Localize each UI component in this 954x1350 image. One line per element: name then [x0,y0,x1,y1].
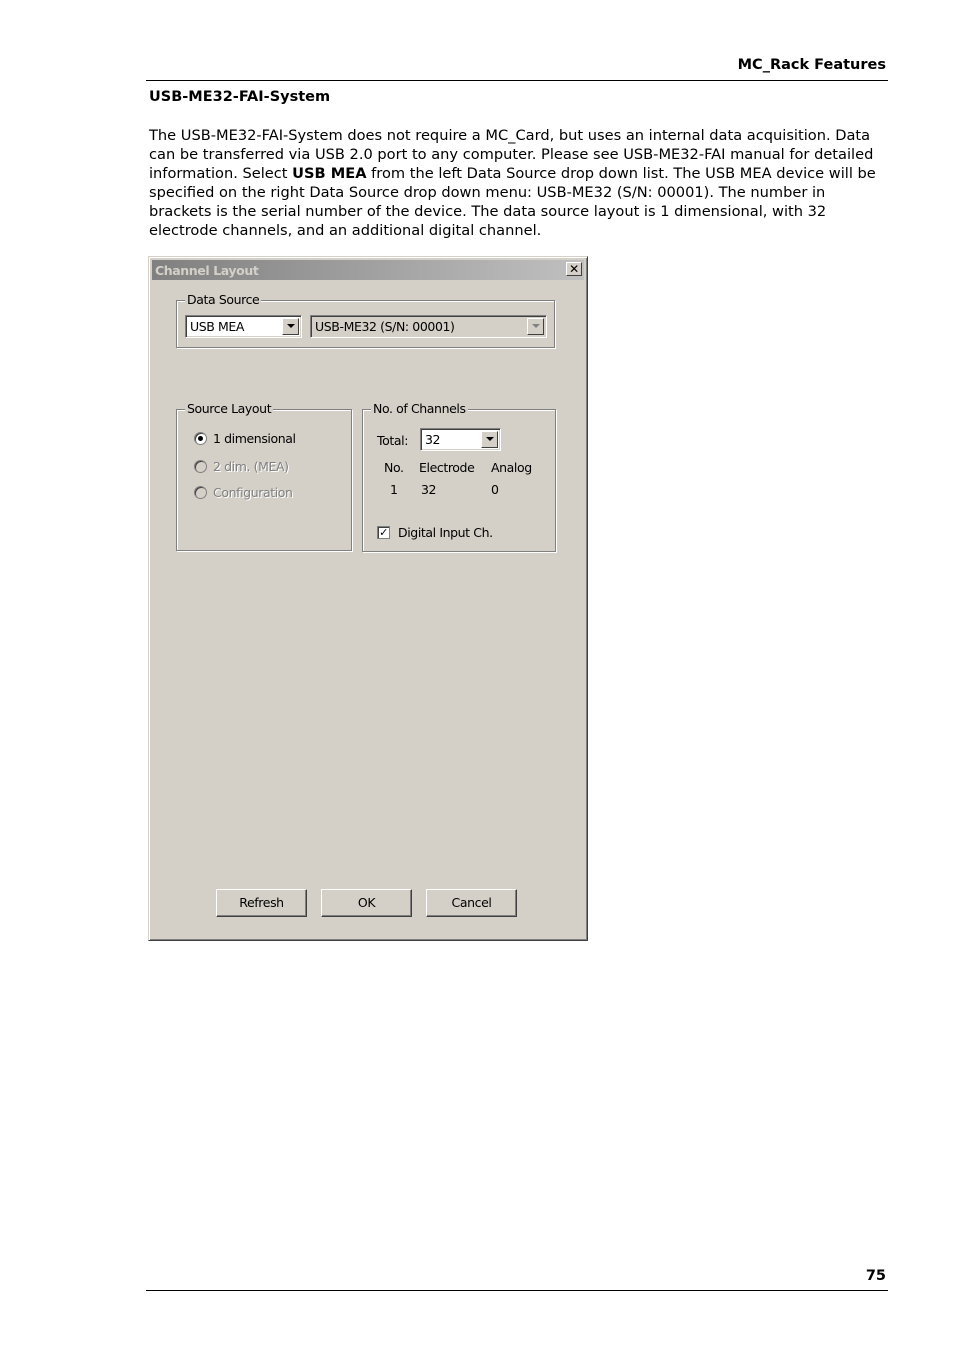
row-no: 1 [390,482,398,497]
chevron-down-icon[interactable] [282,318,299,335]
refresh-button[interactable]: Refresh [216,889,307,917]
chevron-down-icon[interactable] [481,431,498,448]
device-select [310,315,547,338]
radio-1-dimensional[interactable] [194,432,207,445]
data-source-group [176,292,555,348]
paragraph-text-1: The USB-ME32-FAI-System does not require a MC_Card, but uses an internal data acquisition. Data can be transferred via USB 2.0 port to any computer. Please see USB-ME32-FAI manual for detailed information. Select [149,127,874,183]
digital-input-label[interactable]: Digital Input Ch. [398,525,493,540]
row-electrode: 32 [421,482,437,497]
section-title: USB-ME32-FAI-System [149,89,331,105]
page-number: 75 [865,1268,886,1284]
header-title: MC_Rack Features [737,57,886,73]
dialog-titlebar[interactable] [152,260,584,280]
option-1-dimensional-label[interactable]: 1 dimensional [213,431,296,446]
total-label: Total: [377,433,409,448]
close-icon[interactable]: ✕ [566,262,582,276]
col-header-analog: Analog [491,460,532,475]
option-2-dim-label: 2 dim. (MEA) [213,459,289,474]
channel-layout-dialog [148,256,588,941]
source-layout-label: Source Layout [187,401,272,416]
cancel-button[interactable]: Cancel [426,889,517,917]
ok-button[interactable]: OK [321,889,412,917]
device-value: USB-ME32 (S/N: 00001) [315,319,455,334]
data-source-select[interactable] [185,315,302,338]
paragraph-bold: USB MEA [292,165,367,183]
col-header-no: No. [384,460,404,475]
total-channels-select[interactable] [420,428,501,451]
header-rule [146,80,888,81]
paragraph-text-2: from the left Data Source drop down list. The USB MEA device will be specified on the right Data Source drop down menu: USB-ME32 (S/N: 00001). The number in brackets is the serial number of the device. The data source layout is 1 dimensional, with 32 electrode channels, and an additional digital channel. [149,165,876,240]
checkmark-icon: ✓ [379,526,388,539]
footer-rule [146,1290,888,1291]
total-value: 32 [425,432,441,447]
option-configuration-label: Configuration [213,485,293,500]
source-layout-group [176,401,352,551]
radio-2-dim-mea [194,460,207,473]
chevron-down-icon [527,318,544,335]
dialog-title: Channel Layout [155,263,259,278]
col-header-electrode: Electrode [419,460,475,475]
channels-label: No. of Channels [373,401,466,416]
row-analog: 0 [491,482,499,497]
data-source-label: Data Source [187,292,260,307]
body-paragraph [149,126,891,241]
data-source-value: USB MEA [190,319,245,334]
digital-input-checkbox[interactable] [377,526,390,539]
channels-group [362,401,556,552]
radio-configuration [194,486,207,499]
